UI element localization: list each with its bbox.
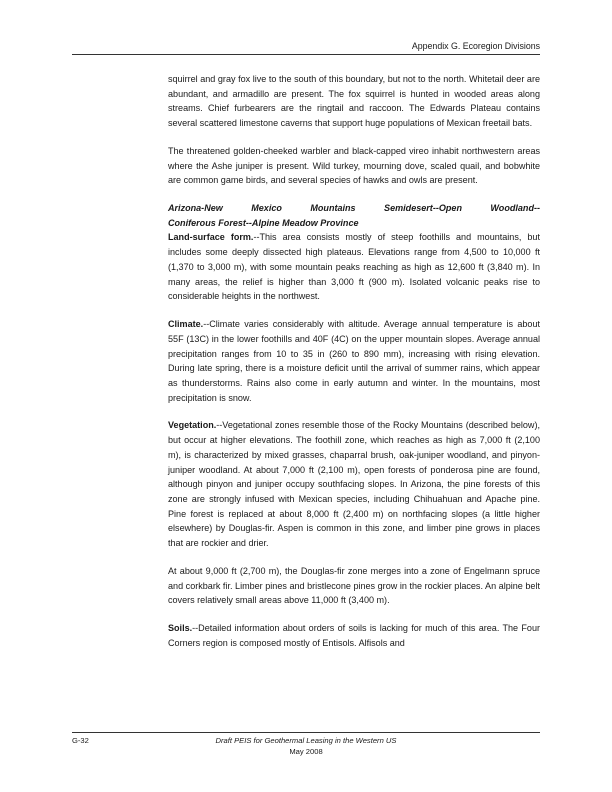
footer-rule (72, 732, 540, 733)
section-heading: Land-surface form. (168, 232, 254, 243)
body-paragraph: The threatened golden-cheeked warbler and black-capped vireo inhabit northwestern areas where the Ashe juniper is present. Wild turkey, mourning dove, scaled quail, and bobwhite are common game birds, and several species of hawks and owls are present. (168, 145, 540, 186)
section-heading: Vegetation. (168, 420, 217, 431)
province-title-line-1: Arizona-New Mexico Mountains Semidesert--Open Woodland-- (168, 203, 540, 214)
footer-document-info (72, 736, 540, 757)
section-text: --This area consists mostly of steep foothills and mountains, but includes some deeply dissected high plateaus. Elevations range from 4,500 to 10,000 ft (1,370 to 3,000 m), with some mountain peaks reaching as high as 12,600 ft (3,840 m). In many areas, the relief is higher than 3,000 ft (900 m). Isolated volcanic peaks rise to considerable heights in the northwest. (168, 232, 540, 302)
section-land-surface (168, 230, 540, 304)
section-climate (168, 317, 540, 405)
main-body (168, 72, 540, 663)
section-text: At about 9,000 ft (2,700 m), the Douglas-fir zone merges into a zone of Engelmann spruce and corkbark fir. Limber pines and bristlecone pines grow in the rockier places. An alpine belt covers relatively small areas above 11,000 ft (3,400 m). (168, 565, 540, 606)
section-vegetation (168, 418, 540, 550)
section-vegetation-continued (168, 564, 540, 608)
section-text: --Detailed information about orders of soils is lacking for much of this area. The Four Corners region is composed mostly of Entisols. Alfisols and (168, 623, 540, 648)
province-heading (168, 201, 540, 230)
page-number: G-32 (72, 736, 89, 745)
section-heading: Soils. (168, 623, 193, 633)
section-soils (168, 621, 540, 650)
footer-date: May 2008 (289, 746, 323, 756)
section-text: --Climate varies considerably with altitude. Average annual temperature is about 55F (13C) in the lower foothills and 40F (4C) on the upper mountain slopes. Average annual precipitation ranges from 10 to 35 in (260 to 890 mm), increasing with rising elevation. During late spring, there is a moisture deficit until the arrival of summer rains, which appear as thunderstorms. Rains also come in early autumn and winter. In the mountains, most precipitation is snow. (168, 319, 540, 403)
section-text: --Vegetational zones resemble those of the Rocky Mountains (described below), but occur at higher elevations. The foothill zone, which reaches as high as 7,000 ft (2,100 m), is characterized by mixed grasses, chaparral brush, oak-juniper woodland, and pinyon-juniper woodland. At about 7,000 ft (2,100 m), open forests of ponderosa pine are found, although pinyon and juniper occupy southfacing slopes. In Arizona, the pine forests of this zone are strongly infused with Mexican species, including Chihuahuan and Apache pine. Pine forest is replaced at about 8,000 ft (2,400 m) on northfacing slopes (a little higher elsewhere) by Douglas-fir. Aspen is common in this zone, and limber pine grows in places that are rockier and drier. (168, 420, 540, 549)
footer-document-title: Draft PEIS for Geothermal Leasing in the Western US (215, 736, 397, 745)
section-heading: Climate. (168, 319, 204, 330)
header-rule (72, 54, 540, 55)
body-paragraph: squirrel and gray fox live to the south of this boundary, but not to the north. Whitetail deer are abundant, and armadillo are present. The fox squirrel is hunted in wooded areas along streams. Chief furbearers are the ringtail and raccoon. The Edwards Plateau contains several scattered limestone caverns that support huge populations of Mexican freetail bats. (168, 74, 540, 129)
running-header: Appendix G. Ecoregion Divisions (411, 41, 540, 51)
province-title-line-2: Coniferous Forest--Alpine Meadow Province (168, 217, 359, 228)
